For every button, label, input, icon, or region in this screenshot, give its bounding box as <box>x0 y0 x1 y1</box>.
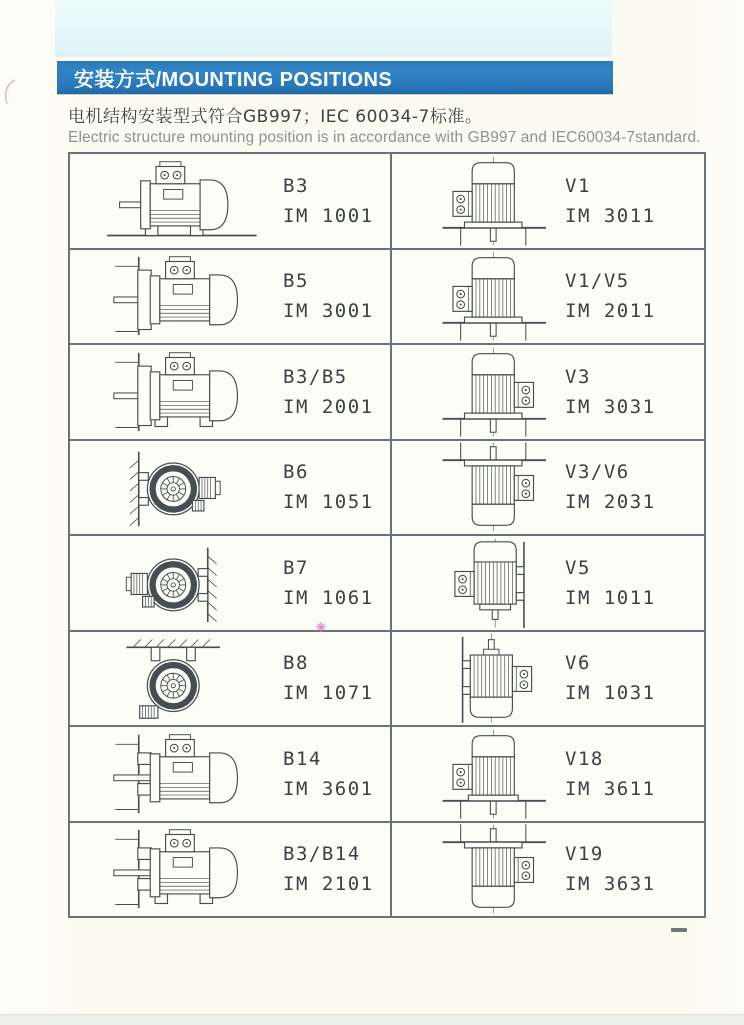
mounting-cell-b3 <box>70 154 392 248</box>
mounting-code: V3 <box>565 365 591 388</box>
mounting-cell-v1 <box>392 154 704 248</box>
table-row <box>70 154 704 250</box>
im-code: IM 3601 <box>283 777 374 800</box>
mounting-cell-b3-b14 <box>70 823 392 917</box>
mounting-cell-v5 <box>392 536 704 630</box>
im-code: IM 1001 <box>283 204 374 227</box>
im-code: IM 2101 <box>283 873 374 896</box>
mounting-label <box>565 648 656 708</box>
scan-artifact-pink-mark <box>315 620 327 638</box>
im-code: IM 2001 <box>283 395 374 418</box>
table-row <box>70 727 704 823</box>
mounting-positions-table <box>68 152 706 918</box>
scan-artifact-dash <box>671 928 687 932</box>
im-code: IM 3031 <box>565 395 656 418</box>
im-code: IM 2031 <box>565 491 656 514</box>
mounting-cell-v1-v5 <box>392 250 704 344</box>
mounting-cell-v6 <box>392 632 704 726</box>
mounting-code: B6 <box>283 461 309 484</box>
im-code: IM 3611 <box>565 777 656 800</box>
mounting-label <box>565 266 656 326</box>
mounting-label <box>565 362 656 422</box>
motor-diagram-b3-b5 <box>84 346 274 438</box>
mounting-code: B3/B14 <box>283 843 361 866</box>
mounting-label <box>565 744 656 804</box>
mounting-cell-v19 <box>392 823 704 917</box>
table-row <box>70 250 704 346</box>
mounting-code: V1/V5 <box>565 270 630 293</box>
im-code: IM 1051 <box>283 491 374 514</box>
scan-artifact-squiggle <box>0 78 18 111</box>
im-code: IM 1031 <box>565 682 656 705</box>
mounting-label <box>283 362 374 422</box>
mounting-label <box>283 266 374 326</box>
section-title-bar <box>57 61 613 94</box>
mounting-label <box>565 553 656 613</box>
page-bottom-strip <box>0 1014 744 1025</box>
mounting-cell-b3-b5 <box>70 345 392 439</box>
im-code: IM 3011 <box>565 204 656 227</box>
motor-diagram-b14 <box>84 728 274 820</box>
mounting-code: V3/V6 <box>565 461 630 484</box>
mounting-code: B3 <box>283 174 309 197</box>
mounting-label <box>283 553 374 613</box>
mounting-label <box>283 171 374 231</box>
im-code: IM 1071 <box>283 682 374 705</box>
im-code: IM 2011 <box>565 300 656 323</box>
mounting-code: B7 <box>283 556 309 579</box>
mounting-cell-b8 <box>70 632 392 726</box>
header-decoration-block <box>55 0 612 57</box>
mounting-cell-b14 <box>70 727 392 821</box>
table-row <box>70 345 704 441</box>
section-title: 安装方式/MOUNTING POSITIONS <box>74 69 393 91</box>
mounting-cell-b5 <box>70 250 392 344</box>
motor-diagram-b8 <box>84 632 274 724</box>
mounting-cell-v3-v6 <box>392 441 704 535</box>
intro-text-english: Electric structure mounting position is in accordance with GB997 and IEC60034-7standard. <box>68 129 701 146</box>
table-row <box>70 823 704 917</box>
motor-diagram-b6 <box>84 441 274 533</box>
table-row <box>70 441 704 537</box>
im-code: IM 3631 <box>565 873 656 896</box>
mounting-code: B14 <box>283 747 322 770</box>
mounting-label <box>283 648 374 708</box>
mounting-label <box>283 457 374 517</box>
mounting-cell-b6 <box>70 441 392 535</box>
im-code: IM 1011 <box>565 586 656 609</box>
mounting-code: V6 <box>565 652 591 675</box>
mounting-code: V1 <box>565 174 591 197</box>
im-code: IM 1061 <box>283 586 374 609</box>
motor-diagram-b7 <box>84 537 274 629</box>
mounting-code: V5 <box>565 556 591 579</box>
mounting-label <box>283 744 374 804</box>
mounting-code: B3/B5 <box>283 365 348 388</box>
mounting-cell-v18 <box>392 727 704 821</box>
mounting-code: B8 <box>283 652 309 675</box>
mounting-label <box>565 457 656 517</box>
table-row <box>70 632 704 728</box>
mounting-code: V18 <box>565 747 604 770</box>
im-code: IM 3001 <box>283 300 374 323</box>
motor-diagram-b3-b14 <box>84 823 274 915</box>
intro-text-chinese: 电机结构安装型式符合GB997；IEC 60034-7标准。 <box>68 107 483 127</box>
mounting-cell-b7 <box>70 536 392 630</box>
mounting-code: B5 <box>283 270 309 293</box>
table-row <box>70 536 704 632</box>
mounting-code: V19 <box>565 843 604 866</box>
mounting-label <box>283 839 374 899</box>
mounting-cell-v3 <box>392 345 704 439</box>
motor-diagram-b5 <box>84 250 274 342</box>
mounting-label <box>565 839 656 899</box>
motor-diagram-b3 <box>84 155 274 247</box>
mounting-label <box>565 171 656 231</box>
